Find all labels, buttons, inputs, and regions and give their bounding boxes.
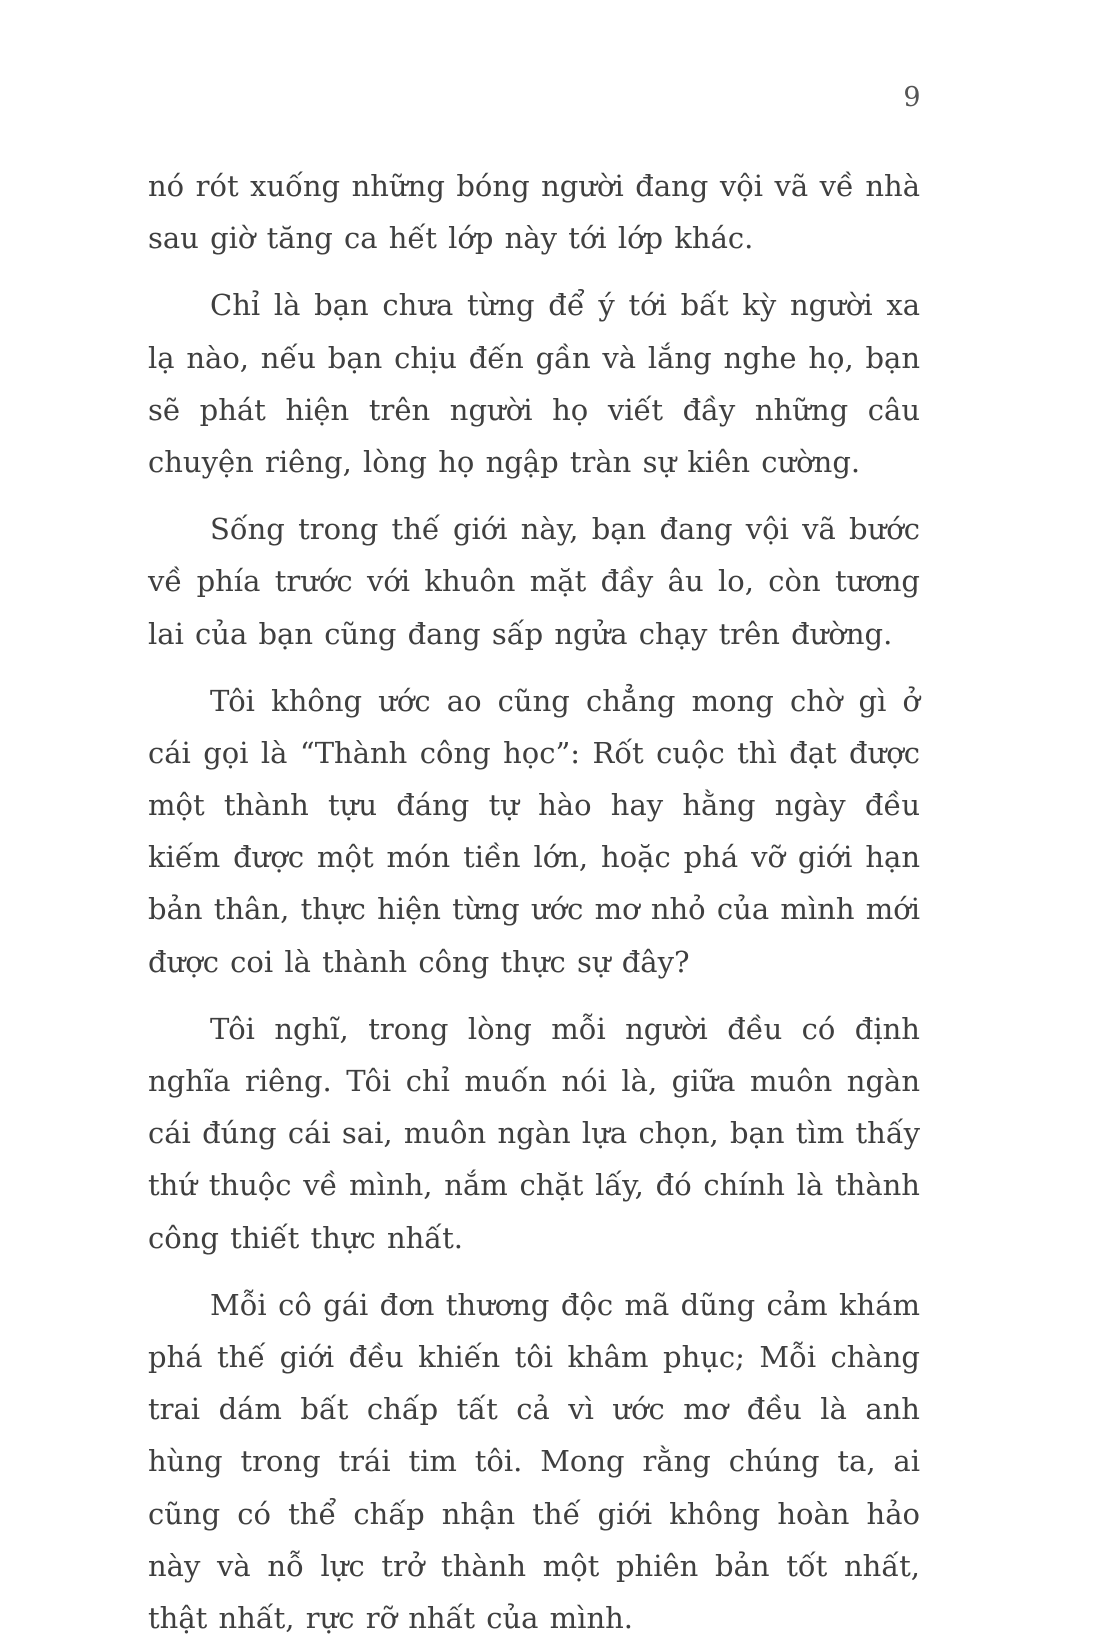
paragraph: Tôi không ước ao cũng chẳng mong chờ gì ở cái gọi là “Thành công học”: Rốt cuộc thì đạt được một thành tựu đáng tự hào hay hằng ngày đều kiếm được một món tiền lớn, hoặc phá vỡ giới hạn bản thân, thực hiện từng ước mơ nhỏ của mình mới được coi là thành công thực sự đây? [148,683,920,979]
paragraph: nó rót xuống những bóng người đang vội vã về nhà sau giờ tăng ca hết lớp này tới lớp khác. [148,169,920,256]
paragraph: Mỗi cô gái đơn thương độc mã dũng cảm khám phá thế giới đều khiến tôi khâm phục; Mỗi chàng trai dám bất chấp tất cả vì ước mơ đều là anh hùng trong trái tim tôi. Mong rằng chúng ta, ai cũng có thể chấp nhận thế giới không hoàn hảo này và nỗ lực trở thành một phiên bản tốt nhất, thật nhất, rực rỡ nhất của mình. [148,1287,920,1635]
page-number: 9 [903,82,921,113]
paragraph: Chỉ là bạn chưa từng để ý tới bất kỳ người xa lạ nào, nếu bạn chịu đến gần và lắng nghe họ, bạn sẽ phát hiện trên người họ viết đầy những câu chuyện riêng, lòng họ ngập tràn sự kiên cường. [148,288,920,479]
paragraph: Sống trong thế giới này, bạn đang vội vã bước về phía trước với khuôn mặt đầy âu lo, còn tương lai của bạn cũng đang sấp ngửa chạy trên đường. [148,512,920,651]
page-content [148,160,920,1644]
paragraph: Tôi nghĩ, trong lòng mỗi người đều có định nghĩa riêng. Tôi chỉ muốn nói là, giữa muôn ngàn cái đúng cái sai, muôn ngàn lựa chọn, bạn tìm thấy thứ thuộc về mình, nắm chặt lấy, đó chính là thành công thiết thực nhất. [148,1011,920,1255]
